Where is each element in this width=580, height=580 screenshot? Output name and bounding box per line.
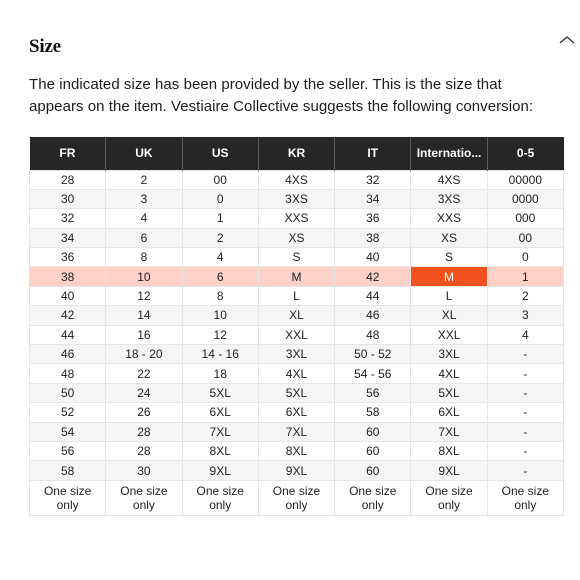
table-row xyxy=(30,189,564,208)
table-row xyxy=(30,441,564,460)
table-cell: 7XL xyxy=(182,422,258,441)
table-cell: One size only xyxy=(30,480,106,515)
table-cell: 2 xyxy=(487,286,563,305)
table-cell: 3XL xyxy=(411,345,487,364)
table-cell: 38 xyxy=(335,228,411,247)
table-cell: 0 xyxy=(182,189,258,208)
table-cell: 28 xyxy=(30,170,106,189)
table-cell: 6 xyxy=(182,267,258,286)
table-cell: 50 - 52 xyxy=(335,345,411,364)
table-header-row xyxy=(30,137,564,170)
table-cell: 28 xyxy=(106,422,182,441)
column-header-4: IT xyxy=(335,137,411,170)
table-cell: 12 xyxy=(182,325,258,344)
table-cell: 3 xyxy=(487,306,563,325)
table-cell: XXS xyxy=(411,209,487,228)
table-row xyxy=(30,383,564,402)
table-cell: 00 xyxy=(487,228,563,247)
collapse-button[interactable] xyxy=(558,34,576,48)
table-cell: - xyxy=(487,441,563,460)
table-row xyxy=(30,480,564,515)
table-cell: 18 - 20 xyxy=(106,345,182,364)
table-cell: 00 xyxy=(182,170,258,189)
table-cell: 4XL xyxy=(411,364,487,383)
column-header-6: 0-5 xyxy=(487,137,563,170)
table-cell: - xyxy=(487,422,563,441)
table-cell: - xyxy=(487,345,563,364)
table-cell: 5XL xyxy=(258,383,334,402)
table-cell: 0 xyxy=(487,248,563,267)
table-cell: - xyxy=(487,461,563,480)
table-cell: 18 xyxy=(182,364,258,383)
table-cell: 16 xyxy=(106,325,182,344)
table-cell: 0000 xyxy=(487,189,563,208)
table-row xyxy=(30,267,564,286)
table-cell: 4 xyxy=(106,209,182,228)
table-row xyxy=(30,364,564,383)
table-cell: 46 xyxy=(30,345,106,364)
table-cell: 5XL xyxy=(411,383,487,402)
table-cell: 6 xyxy=(106,228,182,247)
section-title: Size xyxy=(29,36,61,57)
table-cell: 4 xyxy=(182,248,258,267)
table-cell: XL xyxy=(258,306,334,325)
table-row xyxy=(30,461,564,480)
column-header-1: UK xyxy=(106,137,182,170)
table-cell: - xyxy=(487,403,563,422)
table-row xyxy=(30,325,564,344)
table-row xyxy=(30,248,564,267)
table-row xyxy=(30,228,564,247)
table-cell: 10 xyxy=(106,267,182,286)
column-header-2: US xyxy=(182,137,258,170)
table-cell: 8XL xyxy=(411,441,487,460)
table-cell: L xyxy=(258,286,334,305)
table-cell: 3XS xyxy=(411,189,487,208)
table-cell: 4 xyxy=(487,325,563,344)
table-cell: 38 xyxy=(30,267,106,286)
table-cell: 44 xyxy=(335,286,411,305)
table-cell: 1 xyxy=(487,267,563,286)
table-cell: 3 xyxy=(106,189,182,208)
table-cell: XS xyxy=(258,228,334,247)
table-cell: L xyxy=(411,286,487,305)
table-cell: 6XL xyxy=(258,403,334,422)
table-cell: S xyxy=(411,248,487,267)
table-cell: 8XL xyxy=(182,441,258,460)
table-cell: 7XL xyxy=(258,422,334,441)
table-cell: 28 xyxy=(106,441,182,460)
table-cell: 30 xyxy=(30,189,106,208)
table-cell: 34 xyxy=(335,189,411,208)
table-row xyxy=(30,422,564,441)
table-cell: 26 xyxy=(106,403,182,422)
table-cell: 14 - 16 xyxy=(182,345,258,364)
table-cell: XXL xyxy=(258,325,334,344)
table-cell: 9XL xyxy=(411,461,487,480)
table-cell: 32 xyxy=(335,170,411,189)
table-cell: 58 xyxy=(335,403,411,422)
table-cell: 46 xyxy=(335,306,411,325)
size-description: The indicated size has been provided by the seller. This is the size that appears on the item. Vestiaire Collective suggests the following conversion: xyxy=(29,76,534,115)
table-cell: 48 xyxy=(30,364,106,383)
table-row xyxy=(30,209,564,228)
table-row xyxy=(30,170,564,189)
table-cell: 9XL xyxy=(182,461,258,480)
table-cell: XXL xyxy=(411,325,487,344)
table-cell: 4XL xyxy=(258,364,334,383)
table-cell: 5XL xyxy=(182,383,258,402)
table-cell: One size only xyxy=(487,480,563,515)
table-cell: 6XL xyxy=(411,403,487,422)
table-cell: One size only xyxy=(411,480,487,515)
table-cell: 8XL xyxy=(258,441,334,460)
column-header-5: Internatio... xyxy=(411,137,487,170)
table-cell: One size only xyxy=(182,480,258,515)
table-cell: 42 xyxy=(335,267,411,286)
table-cell: XL xyxy=(411,306,487,325)
table-cell: 7XL xyxy=(411,422,487,441)
table-cell: 32 xyxy=(30,209,106,228)
table-cell: 36 xyxy=(335,209,411,228)
table-cell: 24 xyxy=(106,383,182,402)
table-cell: One size only xyxy=(106,480,182,515)
table-cell: M xyxy=(258,267,334,286)
table-cell: 3XS xyxy=(258,189,334,208)
table-cell: 4XS xyxy=(258,170,334,189)
table-cell: 60 xyxy=(335,422,411,441)
table-cell: 50 xyxy=(30,383,106,402)
table-cell: M xyxy=(411,267,487,286)
table-cell: 00000 xyxy=(487,170,563,189)
table-cell: - xyxy=(487,383,563,402)
table-cell: 60 xyxy=(335,441,411,460)
table-row xyxy=(30,306,564,325)
table-cell: 34 xyxy=(30,228,106,247)
table-cell: S xyxy=(258,248,334,267)
table-row xyxy=(30,403,564,422)
table-cell: One size only xyxy=(258,480,334,515)
table-cell: XXS xyxy=(258,209,334,228)
table-cell: 40 xyxy=(30,286,106,305)
table-cell: One size only xyxy=(335,480,411,515)
table-cell: XS xyxy=(411,228,487,247)
table-row xyxy=(30,345,564,364)
table-cell: 8 xyxy=(106,248,182,267)
table-cell: 56 xyxy=(30,441,106,460)
table-cell: 30 xyxy=(106,461,182,480)
table-cell: - xyxy=(487,364,563,383)
table-cell: 14 xyxy=(106,306,182,325)
table-cell: 2 xyxy=(182,228,258,247)
table-cell: 36 xyxy=(30,248,106,267)
chevron-up-icon xyxy=(558,34,576,46)
table-cell: 52 xyxy=(30,403,106,422)
table-cell: 000 xyxy=(487,209,563,228)
table-cell: 8 xyxy=(182,286,258,305)
table-cell: 10 xyxy=(182,306,258,325)
table-cell: 42 xyxy=(30,306,106,325)
table-cell: 40 xyxy=(335,248,411,267)
table-cell: 54 - 56 xyxy=(335,364,411,383)
column-header-0: FR xyxy=(30,137,106,170)
size-conversion-table xyxy=(29,137,564,516)
column-header-3: KR xyxy=(258,137,334,170)
table-cell: 12 xyxy=(106,286,182,305)
table-cell: 60 xyxy=(335,461,411,480)
table-cell: 9XL xyxy=(258,461,334,480)
table-cell: 2 xyxy=(106,170,182,189)
table-cell: 6XL xyxy=(182,403,258,422)
table-cell: 48 xyxy=(335,325,411,344)
table-cell: 4XS xyxy=(411,170,487,189)
table-cell: 22 xyxy=(106,364,182,383)
table-row xyxy=(30,286,564,305)
table-cell: 44 xyxy=(30,325,106,344)
table-cell: 54 xyxy=(30,422,106,441)
table-cell: 56 xyxy=(335,383,411,402)
table-cell: 58 xyxy=(30,461,106,480)
table-cell: 1 xyxy=(182,209,258,228)
table-cell: 3XL xyxy=(258,345,334,364)
